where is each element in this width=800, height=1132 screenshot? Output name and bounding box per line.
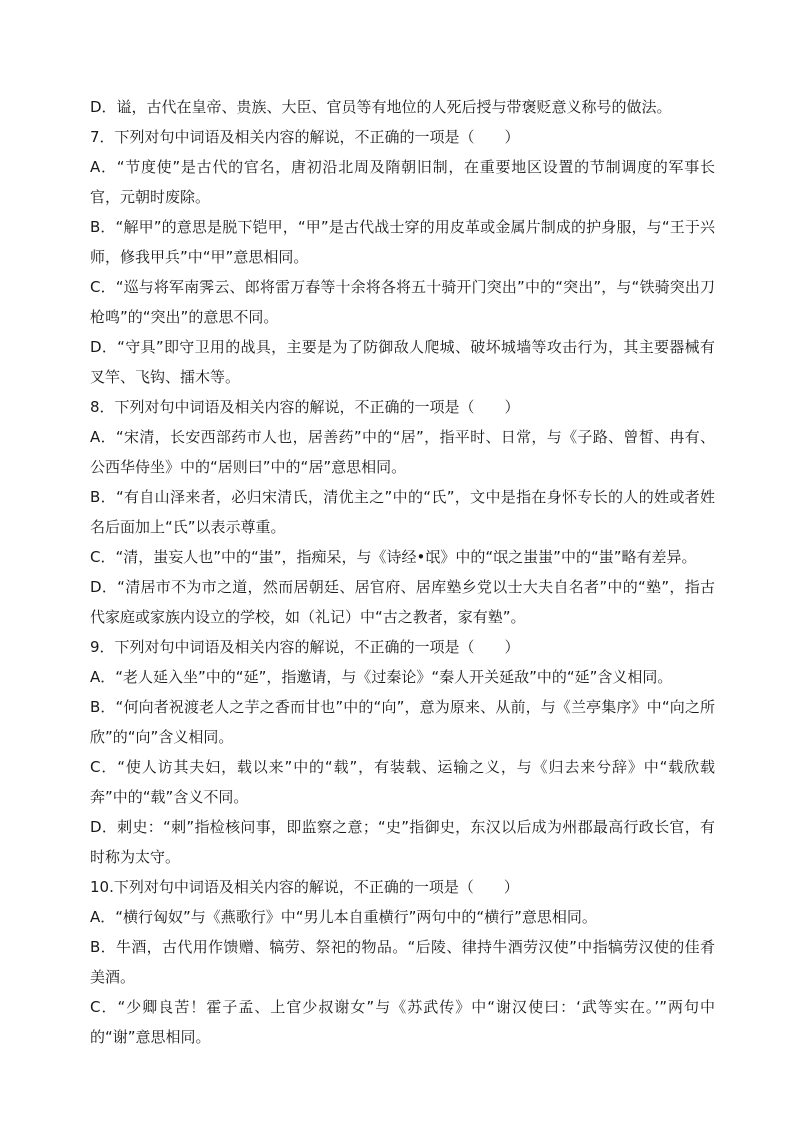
question-8-option-b: B．“有自山泽来者，必归宋清氏，清优主之”中的“氏”，文中是指在身怀专长的人的姓或者姓名后面加上“氏”以表示尊重。 [90, 488, 715, 536]
question-9-option-b: B．“何向者祝渡老人之芋之香而甘也”中的“向”，意为原来、从前，与《兰亭集序》中“向之所欣”的“向”含义相同。 [90, 698, 715, 746]
question-9-title: 9．下列对句中词语及相关内容的解说，不正确的一项是（ ） [90, 638, 520, 656]
question-10-option-a: A．“横行匈奴”与《燕歌行》中“男儿本自重横行”两句中的“横行”意思相同。 [90, 908, 597, 926]
question-6-option-d: D．谥，古代在皇帝、贵族、大臣、官员等有地位的人死后授与带褒贬意义称号的做法。 [90, 98, 672, 116]
question-10-title: 10.下列对句中词语及相关内容的解说，不正确的一项是（ ） [90, 878, 519, 896]
question-8-title: 8．下列对句中词语及相关内容的解说，不正确的一项是（ ） [90, 398, 520, 416]
question-8-option-a: A．“宋清，长安西部药市人也，居善药”中的“居”，指平时、日常，与《子路、曾皙、冉有、公西华侍坐》中的“居则曰”中的“居”意思相同。 [90, 428, 715, 476]
question-8-option-c: C．“清，蚩妄人也”中的“蚩”，指痴呆，与《诗经•氓》中的“氓之蚩蚩”中的“蚩”略有差异。 [90, 548, 697, 566]
question-9-option-a: A．“老人延入坐”中的“延”，指邀请，与《过秦论》“秦人开关延敌”中的“延”含义相同。 [90, 668, 673, 686]
question-9-option-d: D．刺史：“刺”指检核问事，即监察之意；“史”指御史，东汉以后成为州郡最高行政长官，有时称为太守。 [90, 818, 715, 866]
question-7-title: 7．下列对句中词语及相关内容的解说，不正确的一项是（ ） [90, 128, 520, 146]
question-10-option-b: B．牛酒，古代用作馈赠、犒劳、祭祀的物品。“后陵、律持牛酒劳汉使”中指犒劳汉使的佳肴美酒。 [90, 938, 715, 986]
question-7-option-a: A．“节度使”是古代的官名，唐初沿北周及隋朝旧制，在重要地区设置的节制调度的军事长官，元朝时废除。 [90, 158, 715, 206]
document-body [90, 92, 715, 1052]
question-8-option-d: D．“清居市不为市之道，然而居朝廷、居官府、居库塾乡党以士大夫自名者”中的“塾”，指古代家庭或家族内设立的学校，如（礼记）中“古之教者，家有塾”。 [90, 578, 715, 626]
question-9-option-c: C．“使人访其夫妇，载以来”中的“载”，有装载、运输之义，与《归去来兮辞》中“载欣载奔”中的“载”含义不同。 [90, 758, 715, 806]
question-7-option-c: C．“巡与将军南霁云、郎将雷万春等十余将各将五十骑开门突出”中的“突出”，与“铁骑突出刀枪鸣”的“突出”的意思不同。 [90, 278, 715, 326]
question-10-option-c: C．“少卿良苦！霍子孟、上官少叔谢女”与《苏武传》中“谢汉使曰：‘武等实在。’”两句中的“谢”意思相同。 [90, 998, 715, 1046]
question-7-option-d: D．“守具”即守卫用的战具，主要是为了防御敌人爬城、破坏城墙等攻击行为，其主要器械有叉竿、飞钩、擂木等。 [90, 338, 715, 386]
question-7-option-b: B．“解甲”的意思是脱下铠甲，“甲”是古代战士穿的用皮革或金属片制成的护身服，与“王于兴师，修我甲兵”中“甲”意思相同。 [90, 218, 715, 266]
